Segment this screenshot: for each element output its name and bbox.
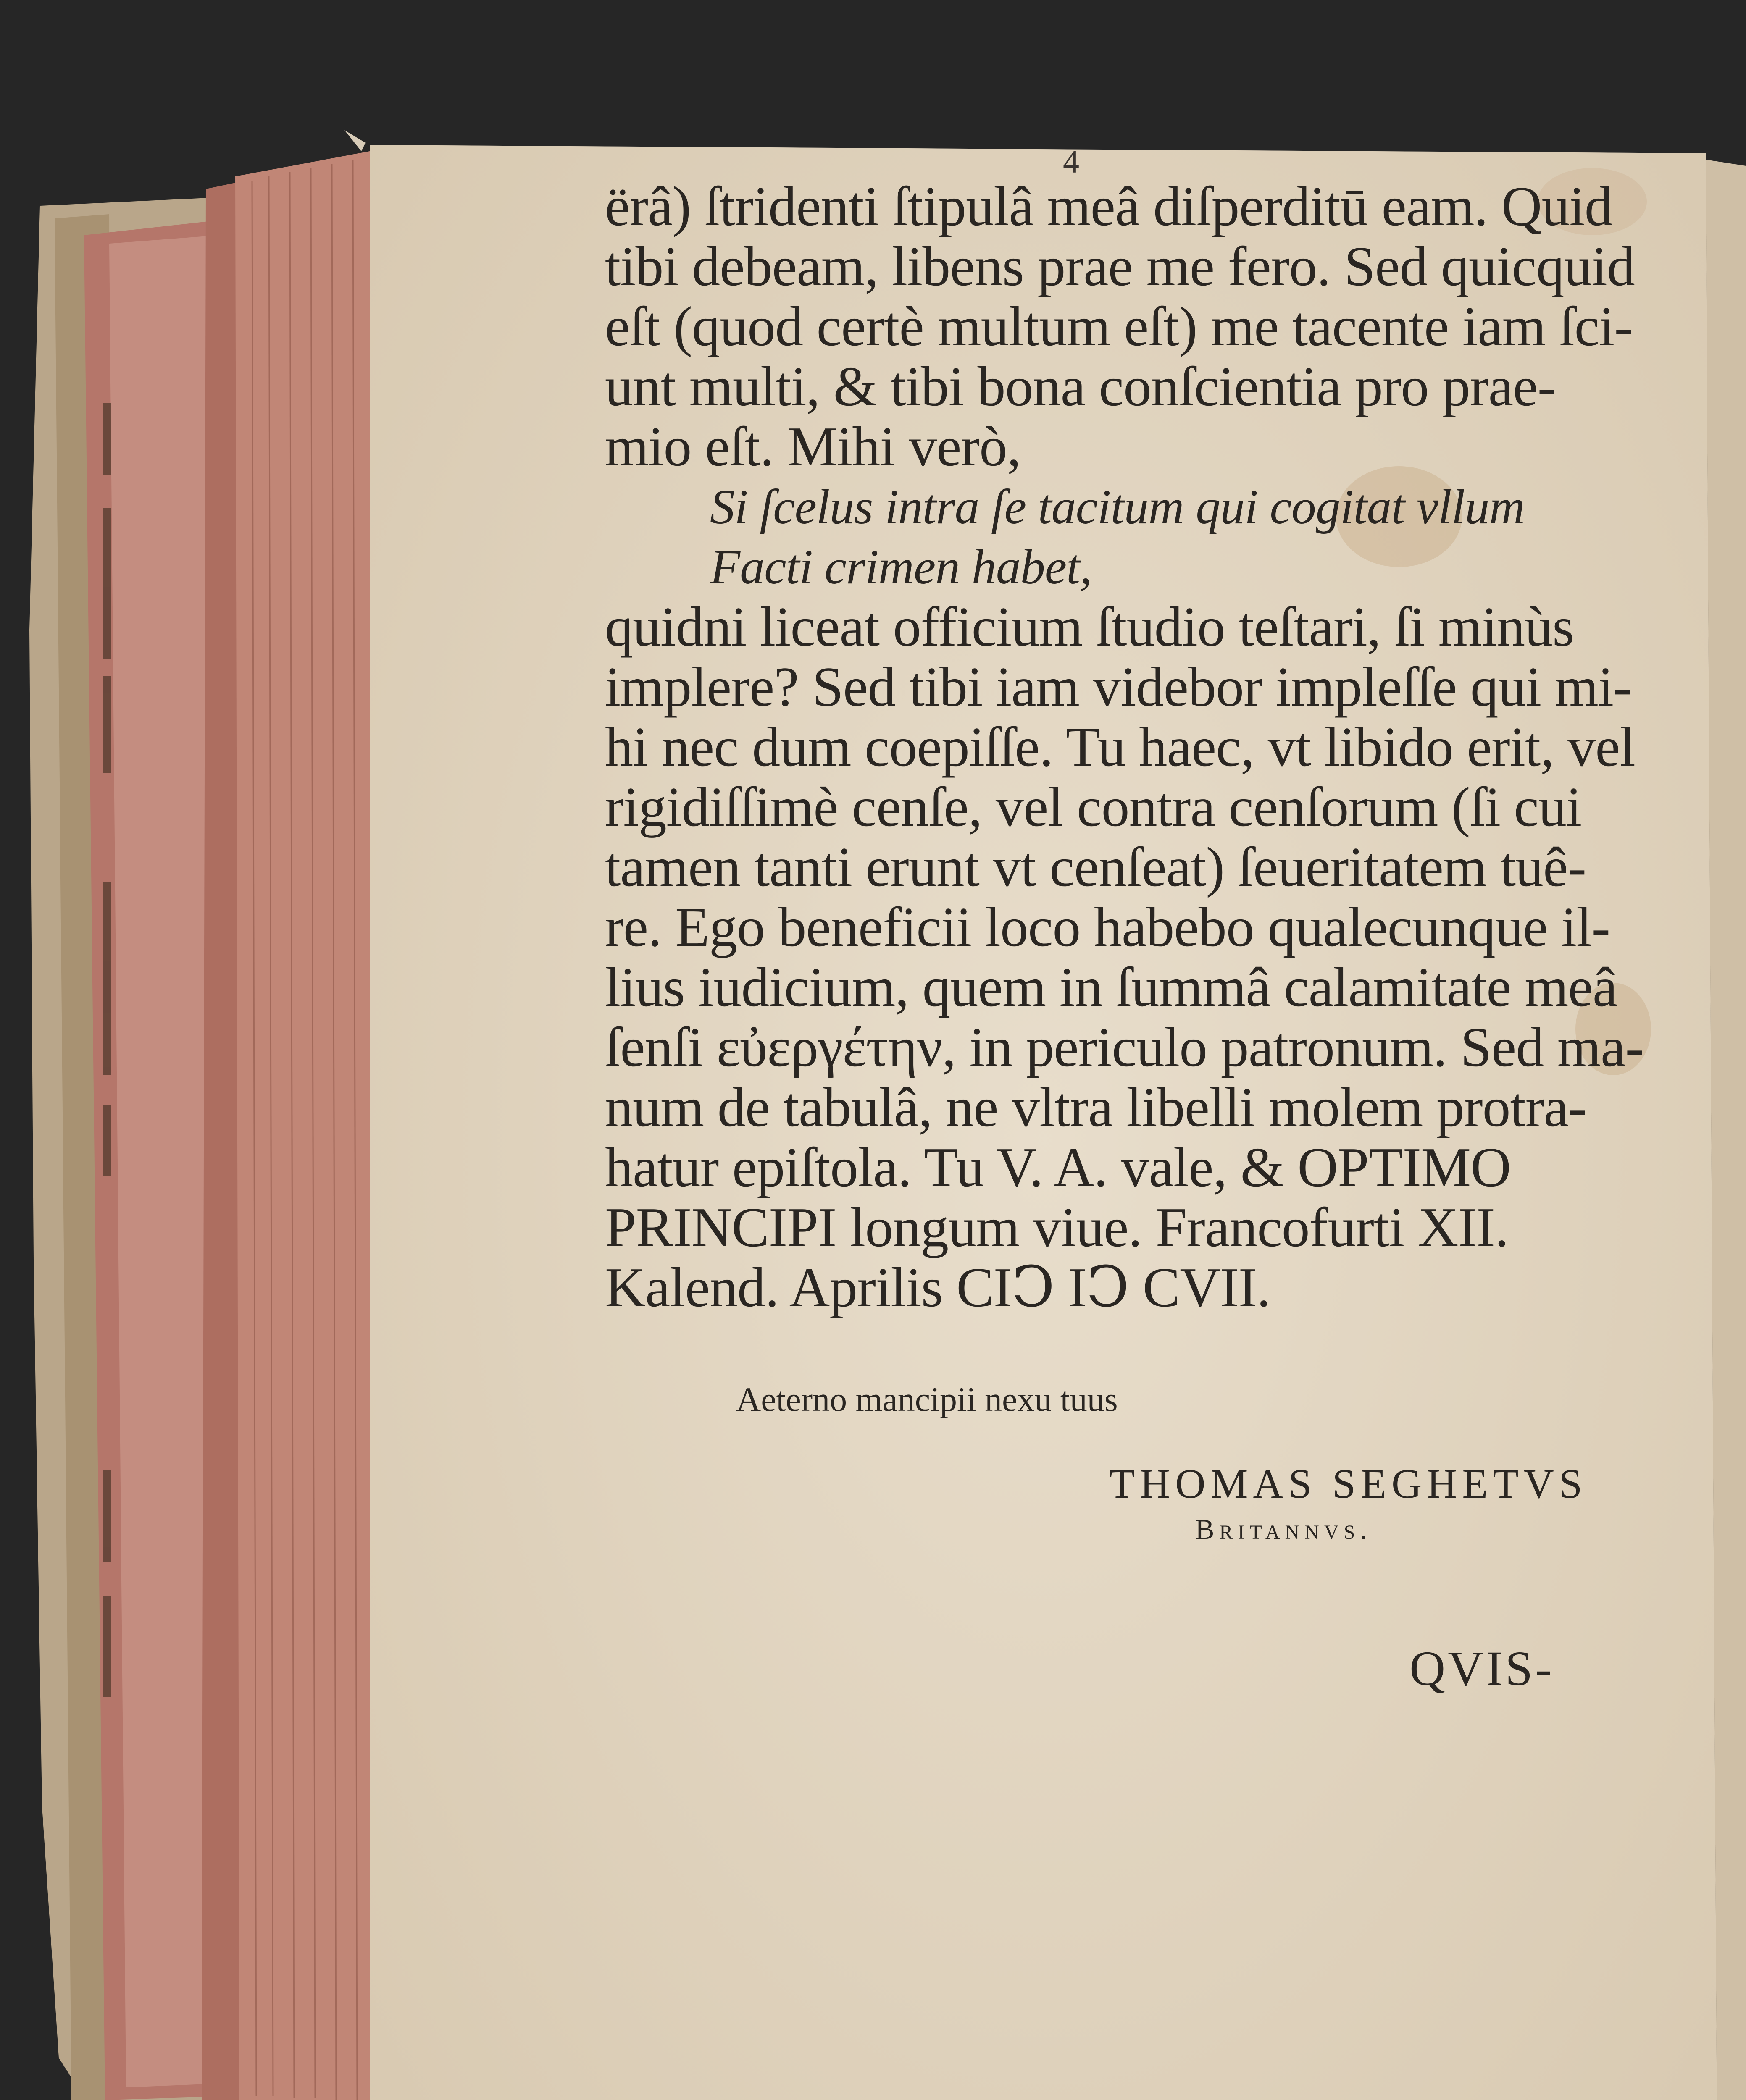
text-line: eſt (quod certè multum eſt) me tacente iam ſci-: [605, 295, 1633, 357]
text-line: mio eſt. Mihi verò,: [605, 415, 1021, 478]
text-line: ſenſi εὐεργέτην, in periculo patronum. Sed ma-: [605, 1016, 1644, 1078]
text-line: hi nec dum coepiſſe. Tu haec, vt libido erit, vel: [605, 716, 1635, 778]
text-line: tamen tanti erunt vt cenſeat) ſeueritatem tuê-: [605, 836, 1586, 898]
page-number: 4: [1063, 143, 1079, 180]
text-line: quidni liceat officium ſtudio teſtari, ſi minùs: [605, 596, 1574, 658]
body-text: [605, 175, 1644, 1318]
verse-line: Si ſcelus intra ſe tacitum qui cogitat vllum: [710, 479, 1525, 534]
text-line: rigidiſſimè cenſe, vel contra cenſorum (ſi cui: [605, 776, 1582, 838]
verse-line: Facti crimen habet,: [710, 539, 1092, 594]
text-line: num de tabulâ, ne vltra libelli molem protra-: [605, 1076, 1587, 1138]
text-line: hatur epiſtola. Tu V. A. vale, & OPTIMO: [605, 1136, 1511, 1198]
text-line: ërâ) ſtridenti ſtipulâ meâ diſperditū eam. Quid: [605, 175, 1612, 237]
text-line: lius iudicium, quem in ſummâ calamitate meâ: [605, 956, 1617, 1018]
signature-origin: Britannvs.: [1195, 1513, 1373, 1545]
text-line: Kalend. Aprilis CIↃ IↃ CVII.: [605, 1256, 1270, 1318]
text-line: re. Ego beneficii loco habebo qualecunque il-: [605, 896, 1610, 958]
text-line: PRINCIPI longum viue. Francofurti XII.: [605, 1196, 1509, 1258]
signature-name: THOMAS SEGHETVS: [1109, 1460, 1588, 1507]
text-line: unt multi, & tibi bona conſcientia pro prae-: [605, 355, 1556, 417]
closing-formula: Aeterno mancipii nexu tuus: [736, 1380, 1118, 1418]
text-line: tibi debeam, libens prae me fero. Sed quicquid: [605, 235, 1635, 297]
text-line: implere? Sed tibi iam videbor impleſſe qui mi-: [605, 656, 1632, 718]
catchword: QVIS-: [1409, 1641, 1554, 1696]
